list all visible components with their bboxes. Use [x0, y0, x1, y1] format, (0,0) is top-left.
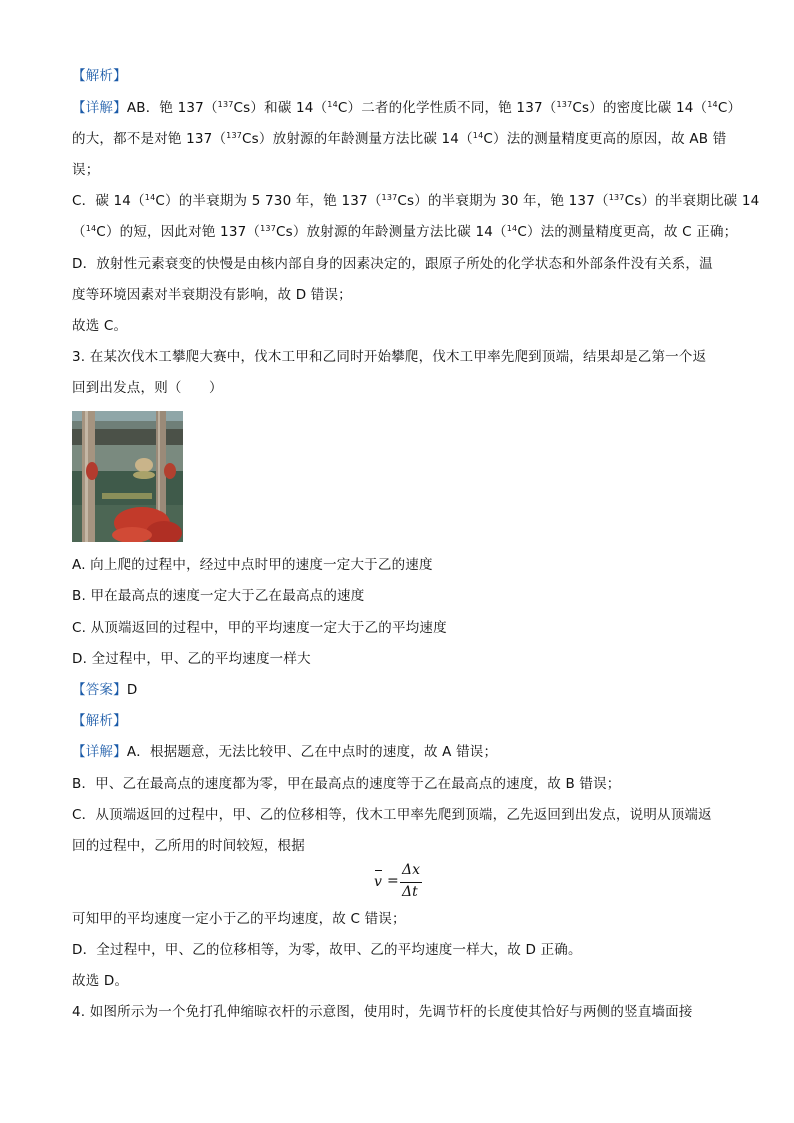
formula-bar: [375, 870, 382, 871]
formula-denominator: Δt: [402, 884, 418, 900]
answer-value: D: [126, 682, 138, 698]
formula-numerator: Δx: [402, 862, 421, 878]
formula-lhs: v: [374, 874, 382, 890]
analysis-heading-3: 【解析】: [72, 713, 127, 729]
detail-line-7: 度等环境因素对半衰期没有影响，故 D 错误；: [72, 287, 352, 303]
conclusion-2: 故选 C。: [72, 318, 128, 334]
average-velocity-formula: [374, 864, 434, 904]
option-c: C. 从顶端返回的过程中，甲的平均速度一定大于乙的平均速度: [72, 620, 447, 636]
detail-line-6: D．放射性元素衰变的快慢是由核内部自身的因素决定的，跟原子所处的化学状态和外部条件没有关系，温: [72, 256, 713, 272]
detail-label-3: 【详解】: [72, 744, 127, 760]
lumberjack-climbing-photo: [72, 411, 183, 542]
q3-detail-a: 【详解】A．根据题意，无法比较甲、乙在中点时的速度，故 A 错误；: [72, 744, 498, 760]
detail-line-1: 【详解】AB．铯 137（$^{137}$Cs）和碳 14（$^{14}$C）二者的化学性质不同，铯 137（$^{137}$Cs）的密度比碳 14（$^{14}$C）: [72, 100, 742, 116]
q3-stem-line-1: 3. 在某次伐木工攀爬大赛中，伐木工甲和乙同时开始攀爬，伐木工甲率先爬到顶端，结果却是乙第一个返: [72, 349, 707, 365]
conclusion-3: 故选 D。: [72, 973, 129, 989]
option-a: A. 向上爬的过程中，经过中点时甲的速度一定大于乙的速度: [72, 557, 433, 573]
answer-line: [72, 680, 137, 700]
q3-stem-line-2: 回到出发点，则（ ）: [72, 380, 223, 396]
q3-detail-d: D．全过程中，甲、乙的位移相等，为零，故甲、乙的平均速度一样大，故 D 正确。: [72, 942, 582, 958]
q3-detail-c3: 可知甲的平均速度一定小于乙的平均速度，故 C 错误；: [72, 911, 406, 927]
analysis-heading: 【解析】: [72, 68, 127, 84]
q3-detail-b: B．甲、乙在最高点的速度都为零，甲在最高点的速度等于乙在最高点的速度，故 B 错误；: [72, 776, 621, 792]
q3-detail-c2: 回的过程中，乙所用的时间较短，根据: [72, 838, 305, 854]
formula-eq: =: [387, 873, 399, 889]
q4-stem-line-1: 4. 如图所示为一个免打孔伸缩晾衣杆的示意图，使用时，先调节杆的长度使其恰好与两侧的竖直墙面接: [72, 1004, 693, 1020]
detail-line-4: C．碳 14（$^{14}$C）的半衰期为 5 730 年，铯 137（$^{137}$Cs）的半衰期为 30 年，铯 137（$^{137}$Cs）的半衰期比碳 14: [72, 193, 760, 209]
q3-detail-c1: C．从顶端返回的过程中，甲、乙的位移相等，伐木工甲率先爬到顶端，乙先返回到出发点，说明从顶端返: [72, 807, 712, 823]
option-d: D. 全过程中，甲、乙的平均速度一样大: [72, 651, 311, 667]
detail-label: 【详解】: [72, 100, 127, 116]
formula-fraction-bar: [400, 882, 422, 883]
detail-line-3: 误；: [72, 162, 100, 178]
detail-line-2: 的大，都不是对铯 137（$^{137}$Cs）放射源的年龄测量方法比碳 14（$^{14}$C）法的测量精度更高的原因，故 AB 错: [72, 131, 727, 147]
answer-label: 【答案】: [72, 682, 127, 698]
option-b: B. 甲在最高点的速度一定大于乙在最高点的速度: [72, 588, 365, 604]
detail-line-5: （$^{14}$C）的短，因此对铯 137（$^{137}$Cs）放射源的年龄测量方法比碳 14（$^{14}$C）法的测量精度更高，故 C 正确；: [72, 224, 738, 240]
